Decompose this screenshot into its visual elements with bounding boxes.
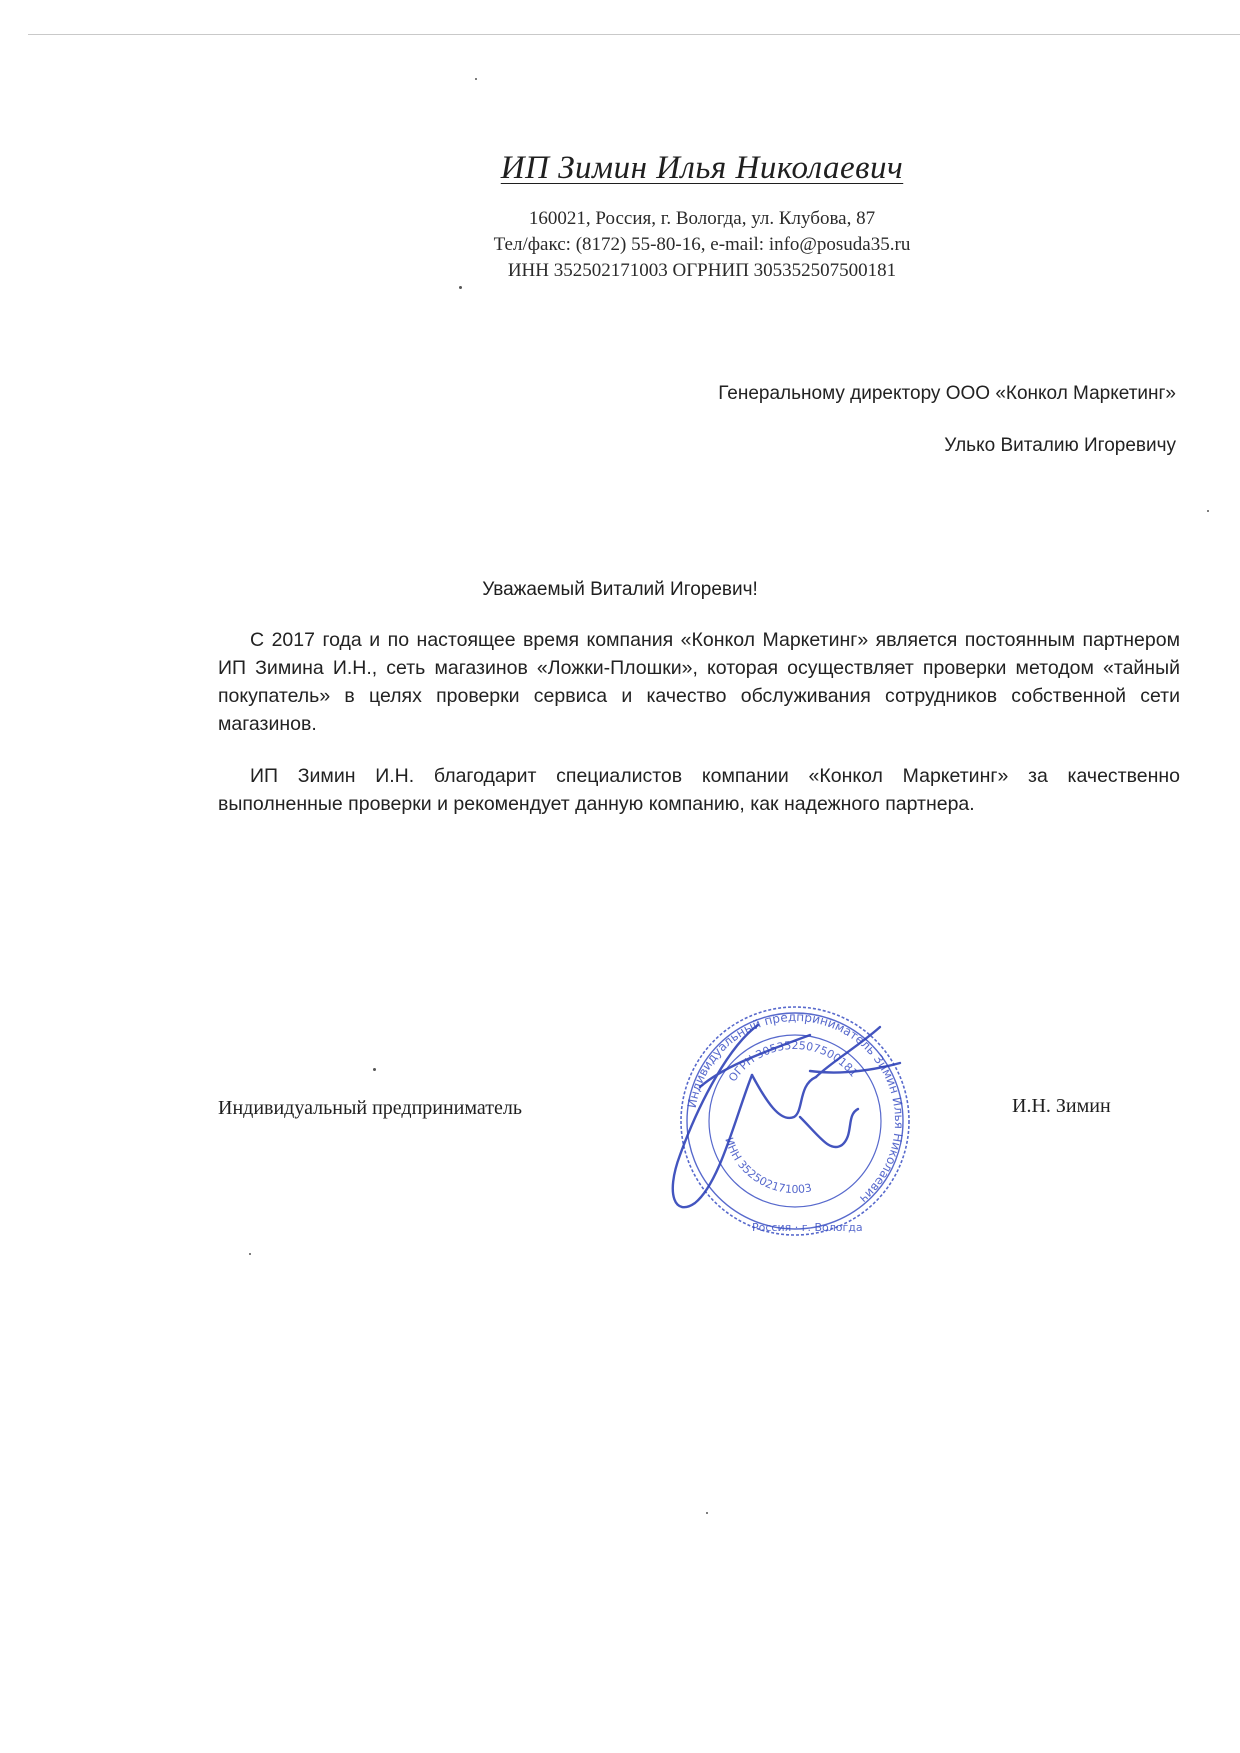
letterhead-details xyxy=(452,206,952,284)
body-paragraph: С 2017 года и по настоящее время компания «Конкол Маркетинг» является постоянным партнером ИП Зимина И.Н., сеть магазинов «Ложки-Плошки», которая осуществляет проверки методом «тайный покупатель» в целях проверки сервиса и качество обслуживания сотрудников собственной сети магазинов. xyxy=(218,629,1180,735)
stamp-city-text: Россия · г. Вологда xyxy=(752,1221,863,1234)
letterhead-title: ИП Зимин Илья Николаевич xyxy=(500,150,904,186)
stamp-ogrn-text: ОГРН 305352507500181 xyxy=(725,1038,861,1085)
stamp-outer-text: Индивидуальный предприниматель Зимин Илья Николаевич xyxy=(684,1009,907,1207)
letterhead-registration: ИНН 352502171003 ОГРНИП 305352507500181 xyxy=(507,260,897,281)
signer-name: И.Н. Зимин xyxy=(1012,1095,1111,1117)
body-paragraph: ИП Зимин И.Н. благодарит специалистов компании «Конкол Маркетинг» за качественно выполненные проверки и рекомендует данную компанию, как надежного партнера. xyxy=(218,765,1180,815)
scan-speck xyxy=(249,1253,251,1255)
stamp-inn-text: ИНН 352502171003 xyxy=(722,1135,813,1197)
salutation: Уважаемый Виталий Игоревич! xyxy=(482,579,758,600)
scan-speck xyxy=(1207,510,1209,512)
signer-title: Индивидуальный предприниматель xyxy=(218,1097,522,1119)
scan-speck xyxy=(459,286,462,289)
scan-edge-line xyxy=(28,34,1240,35)
addressee-position: Генеральному директору ООО «Конкол Маркетинг» xyxy=(718,383,1176,404)
letterhead-contacts: Тел/факс: (8172) 55-80-16, e-mail: info@posuda35.ru xyxy=(493,234,911,255)
seal-stamp-graphic xyxy=(670,1005,990,1255)
letter-body xyxy=(218,626,1180,842)
letterhead-address: 160021, Россия, г. Вологда, ул. Клубова, 87 xyxy=(528,208,876,229)
scan-speck xyxy=(373,1068,376,1071)
addressee-name: Улько Виталию Игоревичу xyxy=(944,435,1176,456)
seal-stamp xyxy=(670,1005,990,1255)
addressee-block xyxy=(476,383,1176,487)
scan-speck xyxy=(706,1512,708,1514)
scan-speck xyxy=(475,78,477,80)
